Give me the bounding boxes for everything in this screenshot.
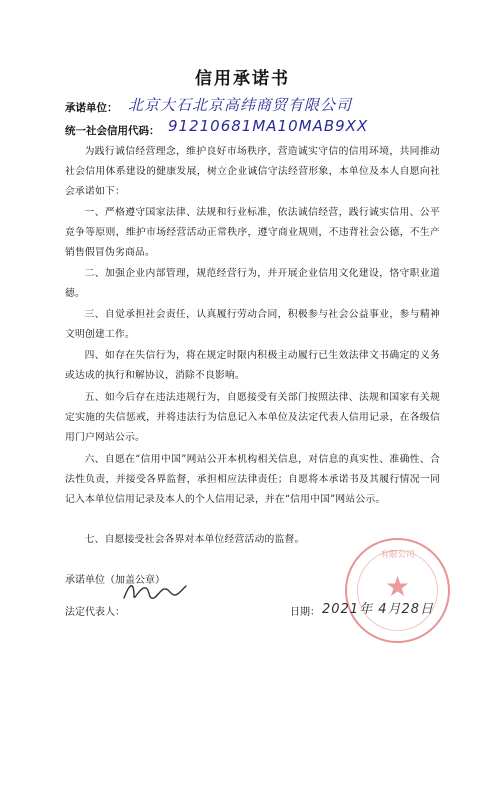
document-title: 信用承诺书 xyxy=(195,69,290,89)
commitment-item-4: 四、如存在失信行为，将在规定时限内积极主动履行已生效法律文书确定的义务或达成的执行和解协议，消除不良影响。 xyxy=(65,350,440,381)
commitment-item-6: 六、自愿在“信用中国”网站公开本机构相关信息，对信息的真实性、准确性、合法性负责，并接受各界监督，承担相应法律责任；自愿将本承诺书及其履行情况一同记入本单位信用记录及本人的个人信用记录，并在“信用中国”网站公示。 xyxy=(65,454,440,505)
seal-unit-label: 承诺单位（加盖公章） xyxy=(65,575,165,586)
date-label: 日期： xyxy=(290,607,320,618)
commitment-item-5: 五、如今后存在违法违规行为，自愿接受有关部门按照法律、法规和国家有关规定实施的失信惩戒，并将违法行为信息记入本单位及法定代表人信用记录，在各级信用门户网站公示。 xyxy=(65,392,440,443)
credit-code-label: 统一社会信用代码： xyxy=(65,125,160,137)
applicant-label: 承诺单位： xyxy=(65,102,118,114)
credit-code-handwritten: 91210681MA10MAB9XX xyxy=(168,117,369,135)
seal-text: 有限公司 xyxy=(380,550,415,560)
legal-rep-label: 法定代表人： xyxy=(65,607,125,618)
commitment-item-7: 七、自愿接受社会各界对本单位经营活动的监督。 xyxy=(84,534,305,545)
commitment-item-2: 二、加强企业内部管理，规范经营行为，并开展企业信用文化建设，恪守职业道德。 xyxy=(65,268,440,299)
intro-paragraph: 为践行诚信经营理念，维护良好市场秩序，营造诚实守信的信用环境，共同推动社会信用体系建设的健康发展，树立企业诚信守法经营形象，本单位及本人自愿向社会承诺如下： xyxy=(65,146,440,197)
company-seal xyxy=(345,538,450,643)
applicant-name-handwritten: 北京大石北京高纬商贸有限公司 xyxy=(128,96,353,114)
legal-rep-signature xyxy=(120,578,190,606)
seal-star-icon: ★ xyxy=(384,570,411,603)
date-handwritten: 2021年 4月28日 xyxy=(322,602,435,617)
commitment-item-1: 一、严格遵守国家法律、法规和行业标准，依法诚信经营，践行诚实信用、公平竞争等原则，维护市场经营活动正常秩序，遵守商业规则，不违背社会公德，不生产销售假冒伪劣商品。 xyxy=(65,207,440,258)
commitment-item-3: 三、自觉承担社会责任，认真履行劳动合同，积极参与社会公益事业，参与精神文明创建工作。 xyxy=(65,309,440,340)
